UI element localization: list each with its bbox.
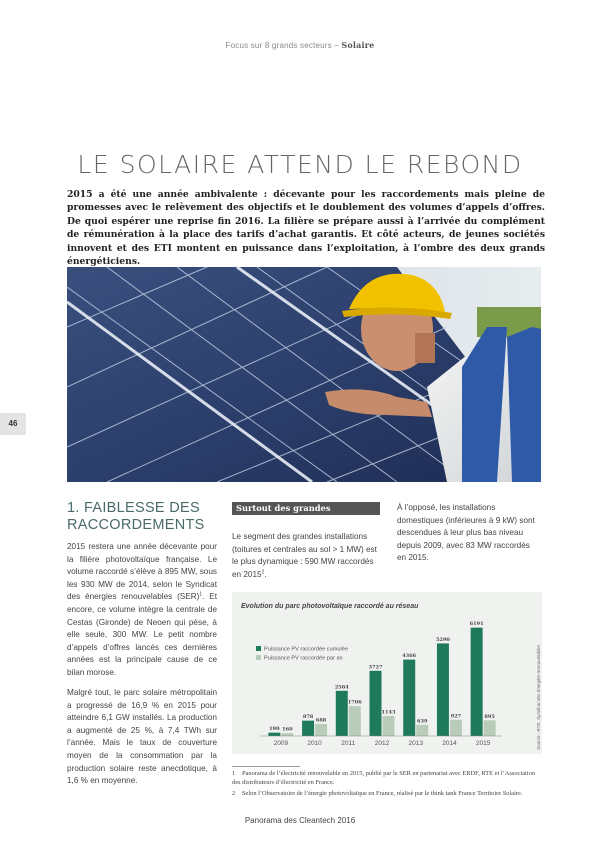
bar-annual-2012 [383, 716, 395, 736]
header-highlight: Solaire [341, 40, 375, 50]
x-tick-2011: 2011 [341, 740, 356, 747]
x-tick-2010: 2010 [307, 740, 322, 747]
footnote-1-text: Panorama de l’électricité renouvelable en 2015, publié par le SER en partenariat avec ERDF, RTE et l’Association des distributeurs d’électricité en France. [232, 770, 535, 786]
footnote-divider [232, 766, 300, 767]
inset-paragraph [232, 531, 382, 581]
x-tick-2009: 2009 [273, 740, 289, 747]
chart-title: Evolution du parc photovoltaïque raccordé au réseau [241, 603, 419, 610]
bar-cumulative-2014 [437, 643, 449, 736]
data-label-annual-2009: 160 [282, 726, 293, 733]
section-heading-line2: RACCORDEMENTS [67, 517, 205, 533]
footnote-2 [232, 790, 544, 799]
page-footer: Panorama des Cleantech 2016 [244, 816, 356, 825]
data-label-cumulative-2013: 4366 [402, 653, 417, 660]
data-label-annual-2012: 1143 [381, 709, 396, 716]
data-label-cumulative-2015: 6191 [469, 621, 484, 628]
data-label-annual-2013: 639 [416, 718, 428, 725]
section-heading [67, 500, 217, 534]
footnote-1-number: 1 [232, 770, 236, 777]
bar-annual-2015 [484, 720, 496, 736]
x-tick-2015: 2015 [475, 740, 491, 747]
data-label-annual-2015: 895 [484, 713, 495, 720]
paragraph-1-part-a: 2015 restera une année décevante pour la filière photovoltaïque française. Le volume raccordé s’élève à 895 MW, sous les 930 MW de 2014, selon le Syndicat des énergies renouvelables (SER) [67, 542, 217, 602]
chart-source: Source : RTE, Syndicat des énergies renouvelables [536, 644, 541, 750]
bar-cumulative-2013 [403, 660, 415, 736]
footnote-2-text: Selon l’Observatoire de l’énergie photovoltaïque en France, réalisé par le think tank France Territoire Solaire. [242, 790, 523, 797]
footnote-ref-2: 2 [261, 569, 265, 576]
legend-label-1: Puissance PV raccordée par an [264, 655, 343, 662]
pv-bar-chart [232, 612, 532, 752]
inset-text-a: Le segment des grandes installations (toitures et centrales au sol > 1 MW) est le plus dynamique : 590 MW raccordés en 2015 [232, 532, 377, 579]
page-title: LE SOLAIRE ATTEND LE REBOND [77, 150, 523, 179]
bar-cumulative-2015 [471, 628, 483, 736]
page-header [0, 40, 600, 50]
paragraph-1-part-b: . Et encore, ce volume intègre la centrale de Cestas (Gironde) de Neoen qui pèse, à elle seule, 300 MW. Le petit nombre d’appels d’offres lancés ces dernières années est la principale cause de ce bilan morose. [67, 592, 217, 677]
footnote-ref-1: 1 [199, 591, 203, 598]
header-section: Focus sur 8 grands secteurs [225, 41, 332, 50]
bar-cumulative-2012 [370, 671, 382, 736]
data-label-annual-2014: 927 [450, 713, 462, 720]
data-label-cumulative-2010: 878 [302, 714, 314, 721]
legend-swatch-1 [256, 655, 261, 660]
bar-cumulative-2011 [336, 691, 348, 736]
column-3-paragraph: À l’opposé, les installations domestiques (inférieures à 9 kW) sont descendues à leur plus bas niveau depuis 2009, avec 83 MW raccordés en 2015. [397, 503, 535, 563]
bar-annual-2009 [281, 733, 293, 736]
lead-paragraph: 2015 a été une année ambivalente : décevante pour les raccordements mais pleine de promesses avec le relèvement des objectifs et le doublement des volumes d’appels d’offres. De quoi espérer une reprise fin 2016. La filière se prépare aussi à l’arrivée du complément de rémunération à la place des tarifs d’achat garantis. Et côté acteurs, de jeunes sociétés innovent et des ETI montent en puissance dans l’exploitation, à l’ombre des deux grands énergéticiens. [67, 189, 545, 268]
bar-annual-2010 [315, 724, 327, 736]
inset-label: Surtout des grandes installations [232, 502, 380, 515]
x-tick-2012: 2012 [374, 740, 390, 747]
header-separator: – [334, 41, 339, 50]
x-tick-2014: 2014 [442, 740, 457, 747]
footnote-2-number: 2 [232, 790, 236, 797]
x-tick-2013: 2013 [408, 740, 423, 747]
data-label-annual-2011: 1706 [347, 699, 362, 706]
data-label-cumulative-2014: 5290 [435, 636, 450, 643]
data-label-cumulative-2011: 2584 [334, 684, 349, 691]
inset-text-b: . [264, 569, 267, 579]
section-paragraph-2: Malgré tout, le parc solaire métropolitain a progressé de 16,9 % en 2015 pour atteindre 6,1 GW installés. La production a augmenté de 25 %, à 7,4 TWh sur l’année. Mais le taux de couverture moyen de la consommation par la production solaire reste anecdotique, à 1,6 % en moyenne. [67, 688, 217, 786]
solar-panel-photo [67, 267, 541, 482]
bar-cumulative-2010 [302, 721, 314, 736]
bar-annual-2011 [349, 706, 361, 736]
chart-source-svg [533, 640, 543, 750]
data-label-annual-2010: 688 [315, 717, 327, 724]
bar-cumulative-2009 [268, 733, 280, 736]
data-label-cumulative-2012: 3727 [368, 664, 383, 671]
legend-swatch-0 [256, 646, 261, 651]
legend-label-0: Puissance PV raccordée cumulée [264, 646, 348, 653]
bar-annual-2013 [416, 725, 428, 736]
bar-annual-2014 [450, 720, 462, 736]
data-label-cumulative-2009: 190 [269, 726, 280, 733]
footnote-1 [232, 770, 544, 787]
section-heading-line1: 1. FAIBLESSE DES [67, 500, 200, 516]
section-paragraph-1 [67, 541, 217, 680]
page-number: 46 [0, 413, 26, 435]
